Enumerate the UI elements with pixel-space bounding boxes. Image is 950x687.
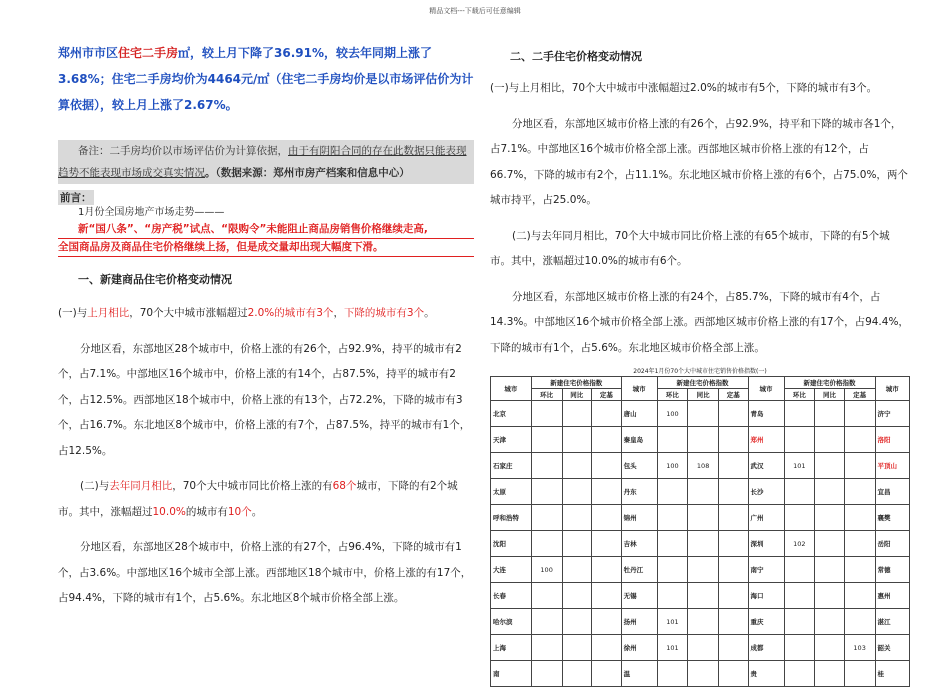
trend-line: 1月份全国房地产市场走势——— bbox=[78, 207, 225, 218]
index-cell bbox=[844, 557, 875, 583]
section-heading-new-housing: 一、新建商品住宅价格变动情况 bbox=[78, 273, 232, 286]
text-run: 。 bbox=[424, 307, 435, 319]
index-cell bbox=[815, 661, 845, 687]
index-cell: 101 bbox=[657, 635, 688, 661]
text-run: 的城市有 bbox=[185, 505, 228, 518]
table-row bbox=[491, 505, 910, 531]
paragraph-monthly bbox=[58, 301, 474, 327]
index-cell: 102 bbox=[784, 531, 815, 557]
right-column bbox=[490, 40, 910, 687]
col-city-1: 城市 bbox=[491, 377, 532, 401]
highlight-red-1: 新“国八条”、“房产税”试点、“限购令”未能阻止商品房销售价格继续走高, bbox=[58, 221, 474, 239]
index-cell bbox=[784, 583, 815, 609]
index-cell bbox=[592, 609, 622, 635]
index-cell bbox=[719, 505, 749, 531]
index-cell bbox=[531, 583, 562, 609]
city-cell: 襄樊 bbox=[875, 505, 910, 531]
index-cell bbox=[784, 401, 815, 427]
index-cell bbox=[719, 583, 749, 609]
index-cell bbox=[784, 635, 815, 661]
paragraph-yearly bbox=[58, 474, 474, 525]
table-row bbox=[491, 531, 910, 557]
index-cell bbox=[562, 583, 592, 609]
index-cell bbox=[562, 609, 592, 635]
text-run: 10.0% bbox=[152, 505, 186, 518]
paragraph-regions-yearly: 分地区看，东部地区28个城市中，价格上涨的有27个，占96.4%，下降的城市有1个，占3.6%。中部地区16个城市全部上涨。西部地区18个城市中，价格上涨的有17个，占94.4%，下降的城市有1个，占5.6%。东北地区8个城市价格全部上涨。 bbox=[58, 541, 472, 604]
index-cell bbox=[562, 479, 592, 505]
city-cell: 常德 bbox=[875, 557, 910, 583]
city-cell: 秦皇岛 bbox=[621, 427, 657, 453]
index-cell bbox=[592, 661, 622, 687]
index-cell bbox=[562, 427, 592, 453]
city-cell: 大连 bbox=[491, 557, 532, 583]
city-cell: 北京 bbox=[491, 401, 532, 427]
city-cell: 洛阳 bbox=[875, 427, 910, 453]
text-run: 城市，下降的有2个城市。其中，涨幅超过 bbox=[58, 480, 458, 518]
index-cell: 103 bbox=[844, 635, 875, 661]
price-index-table bbox=[490, 376, 910, 687]
city-cell: 济宁 bbox=[875, 401, 910, 427]
index-cell bbox=[815, 479, 845, 505]
index-cell bbox=[562, 661, 592, 687]
index-cell: 100 bbox=[657, 401, 688, 427]
index-cell bbox=[592, 505, 622, 531]
index-cell bbox=[815, 635, 845, 661]
index-cell bbox=[719, 479, 749, 505]
col-city-4: 城市 bbox=[875, 377, 910, 401]
index-cell bbox=[719, 427, 749, 453]
index-cell bbox=[531, 401, 562, 427]
table-row bbox=[491, 661, 910, 687]
table-row bbox=[491, 479, 910, 505]
group-header-3: 新建住宅价格指数 bbox=[784, 377, 875, 389]
col-city-2: 城市 bbox=[621, 377, 657, 401]
index-cell bbox=[844, 505, 875, 531]
index-cell bbox=[844, 583, 875, 609]
table-caption: 2024年1月份70个大中城市住宅销售价格指数(一) bbox=[633, 368, 767, 375]
index-cell bbox=[784, 557, 815, 583]
sub-header-mom: 环比 bbox=[784, 389, 815, 401]
index-cell bbox=[592, 557, 622, 583]
index-cell bbox=[784, 427, 815, 453]
city-cell: 无锡 bbox=[621, 583, 657, 609]
index-cell bbox=[657, 557, 688, 583]
index-cell bbox=[592, 635, 622, 661]
city-cell: 丹东 bbox=[621, 479, 657, 505]
city-cell: 锦州 bbox=[621, 505, 657, 531]
paragraph-regions-monthly: 分地区看，东部地区28个城市中，价格上涨的有26个，占92.9%，持平的城市有2个，占7.1%。中部地区16个城市中，价格上涨的有14个，占87.5%，持平的城市有2个，占12.5%。西部地区18个城市中，价格上涨的有13个，占72.2%，下降的城市有3个，占16.7%。东北地区8个城市中，价格上涨的有7个，占87.5%，持平的城市有1个，占12.5%。 bbox=[58, 342, 471, 457]
index-cell bbox=[844, 479, 875, 505]
index-cell bbox=[815, 557, 845, 583]
text-run: 下降的城市有3个 bbox=[343, 307, 425, 319]
index-cell bbox=[592, 453, 622, 479]
table-row bbox=[491, 583, 910, 609]
city-cell: 惠州 bbox=[875, 583, 910, 609]
sub-header-mom: 环比 bbox=[531, 389, 562, 401]
city-cell: 呼和浩特 bbox=[491, 505, 532, 531]
text-run: ， bbox=[333, 307, 344, 319]
index-cell bbox=[562, 635, 592, 661]
text-run: ㎡，较上月下降了36.91%，较去年同期上涨了3.68%；住宅二手房均价为4464元/㎡（住宅二手房均价是以市场评估价为计算依据），较上月上涨了2.67%。 bbox=[58, 46, 474, 112]
page-header: 精品文档---下载后可任意编辑 bbox=[429, 7, 521, 15]
index-cell bbox=[657, 479, 688, 505]
index-cell bbox=[562, 401, 592, 427]
text-run: ，70个大中城市涨幅超过 bbox=[129, 307, 248, 319]
index-cell bbox=[719, 661, 749, 687]
index-cell bbox=[844, 531, 875, 557]
index-cell bbox=[844, 401, 875, 427]
city-cell: 牡丹江 bbox=[621, 557, 657, 583]
index-cell bbox=[844, 453, 875, 479]
index-cell bbox=[562, 505, 592, 531]
index-cell: 101 bbox=[657, 609, 688, 635]
text-run: (一)与 bbox=[58, 307, 88, 319]
text-run: 上月相比 bbox=[87, 307, 130, 319]
index-cell bbox=[531, 609, 562, 635]
index-cell bbox=[719, 635, 749, 661]
note-underlined: 由于有阴阳合同的存在此数据只能表现趋势不能表现市场成交真实情况 bbox=[58, 145, 467, 179]
paragraph-sh-regions-yearly: 分地区看，东部地区城市价格上涨的有24个，占85.7%，下降的城市有4个，占14.3%。中部地区16个城市价格全部上涨。西部地区城市价格上涨的有17个，占94.4%，下降的城市有1个，占5.6%。东北地区城市价格全部上涨。 bbox=[490, 290, 909, 354]
text-run: 住宅二手房 bbox=[118, 46, 179, 60]
paragraph-sh-yearly: (二)与去年同月相比，70个大中城市同比价格上涨的有65个城市，下降的有5个城市。其中，涨幅超过10.0%的城市有6个。 bbox=[490, 229, 890, 267]
section-heading-second-hand: 二、二手住宅价格变动情况 bbox=[510, 50, 642, 63]
city-cell: 上海 bbox=[491, 635, 532, 661]
index-cell bbox=[815, 427, 845, 453]
index-cell bbox=[531, 661, 562, 687]
index-cell bbox=[815, 531, 845, 557]
index-cell bbox=[719, 453, 749, 479]
note-text: 备注：二手房均价以市场评估价为计算依据， bbox=[78, 145, 288, 157]
table-row bbox=[491, 635, 910, 661]
city-cell: 石家庄 bbox=[491, 453, 532, 479]
index-cell bbox=[688, 635, 719, 661]
sub-header-mom: 环比 bbox=[657, 389, 688, 401]
city-cell: 成都 bbox=[748, 635, 784, 661]
sub-header-yoy: 同比 bbox=[688, 389, 719, 401]
index-cell bbox=[688, 479, 719, 505]
index-cell bbox=[657, 427, 688, 453]
index-cell bbox=[657, 661, 688, 687]
city-cell: 南宁 bbox=[748, 557, 784, 583]
index-cell bbox=[815, 453, 845, 479]
index-cell bbox=[531, 479, 562, 505]
index-cell bbox=[844, 427, 875, 453]
index-cell bbox=[844, 661, 875, 687]
index-cell bbox=[815, 401, 845, 427]
city-cell: 南 bbox=[491, 661, 532, 687]
index-cell bbox=[719, 531, 749, 557]
sub-header-base: 定基 bbox=[719, 389, 749, 401]
city-cell: 沈阳 bbox=[491, 531, 532, 557]
city-cell: 宜昌 bbox=[875, 479, 910, 505]
city-cell: 广州 bbox=[748, 505, 784, 531]
index-cell bbox=[815, 505, 845, 531]
city-cell: 青岛 bbox=[748, 401, 784, 427]
data-note bbox=[58, 140, 474, 184]
index-cell bbox=[531, 635, 562, 661]
sub-header-yoy: 同比 bbox=[815, 389, 845, 401]
city-cell: 桂 bbox=[875, 661, 910, 687]
text-run: ，70个大中城市同比价格上涨的有 bbox=[172, 480, 333, 492]
city-cell: 哈尔滨 bbox=[491, 609, 532, 635]
city-cell: 徐州 bbox=[621, 635, 657, 661]
index-cell bbox=[688, 609, 719, 635]
index-cell bbox=[688, 427, 719, 453]
index-cell bbox=[592, 401, 622, 427]
sub-header-base: 定基 bbox=[844, 389, 875, 401]
table-row bbox=[491, 609, 910, 635]
table-row bbox=[491, 401, 910, 427]
index-cell bbox=[592, 583, 622, 609]
city-cell: 扬州 bbox=[621, 609, 657, 635]
index-cell bbox=[562, 453, 592, 479]
index-cell: 100 bbox=[531, 557, 562, 583]
city-cell: 平顶山 bbox=[875, 453, 910, 479]
index-cell bbox=[815, 583, 845, 609]
city-cell: 重庆 bbox=[748, 609, 784, 635]
index-cell: 100 bbox=[657, 453, 688, 479]
index-cell bbox=[784, 479, 815, 505]
city-cell: 包头 bbox=[621, 453, 657, 479]
text-run: 郑州市市区 bbox=[58, 46, 119, 60]
index-cell bbox=[815, 609, 845, 635]
left-column bbox=[58, 40, 474, 612]
city-cell: 深圳 bbox=[748, 531, 784, 557]
index-cell bbox=[592, 427, 622, 453]
index-cell bbox=[688, 583, 719, 609]
note-source: 。（数据来源：郑州市房产档案和信息中心） bbox=[205, 167, 410, 179]
index-cell bbox=[592, 531, 622, 557]
index-cell bbox=[592, 479, 622, 505]
group-header-2: 新建住宅价格指数 bbox=[657, 377, 748, 389]
city-cell: 韶关 bbox=[875, 635, 910, 661]
index-cell bbox=[688, 401, 719, 427]
index-cell bbox=[531, 531, 562, 557]
city-cell: 海口 bbox=[748, 583, 784, 609]
sub-header-base: 定基 bbox=[592, 389, 622, 401]
city-cell: 唐山 bbox=[621, 401, 657, 427]
index-cell bbox=[719, 609, 749, 635]
index-cell bbox=[719, 557, 749, 583]
index-cell: 101 bbox=[784, 453, 815, 479]
city-cell: 武汉 bbox=[748, 453, 784, 479]
paragraph-sh-monthly: (一)与上月相比，70个大中城市中涨幅超过2.0%的城市有5个，下降的城市有3个。 bbox=[490, 82, 878, 94]
index-cell bbox=[657, 583, 688, 609]
index-cell bbox=[784, 661, 815, 687]
col-city-3: 城市 bbox=[748, 377, 784, 401]
city-cell: 湛江 bbox=[875, 609, 910, 635]
index-cell bbox=[531, 453, 562, 479]
city-cell: 郑州 bbox=[748, 427, 784, 453]
sub-header-yoy: 同比 bbox=[562, 389, 592, 401]
city-cell: 岳阳 bbox=[875, 531, 910, 557]
city-cell: 长春 bbox=[491, 583, 532, 609]
text-run: 68个 bbox=[332, 480, 357, 492]
text-run: 2.0%的城市有3个 bbox=[247, 307, 334, 319]
city-cell: 温 bbox=[621, 661, 657, 687]
text-run: 10个 bbox=[227, 505, 252, 518]
text-run: (二)与 bbox=[80, 480, 110, 492]
city-cell: 吉林 bbox=[621, 531, 657, 557]
text-run: 。 bbox=[251, 505, 263, 518]
table-row bbox=[491, 427, 910, 453]
table-row bbox=[491, 453, 910, 479]
text-run: 去年同月相比 bbox=[109, 480, 173, 492]
index-cell bbox=[784, 505, 815, 531]
index-cell bbox=[531, 427, 562, 453]
index-cell bbox=[531, 505, 562, 531]
index-cell bbox=[688, 531, 719, 557]
index-cell bbox=[688, 661, 719, 687]
index-cell bbox=[688, 557, 719, 583]
city-cell: 长沙 bbox=[748, 479, 784, 505]
paragraph-sh-regions-monthly: 分地区看，东部地区城市价格上涨的有26个，占92.9%，持平和下降的城市各1个，占7.1%。中部地区16个城市价格全部上涨。西部地区城市价格上涨的有12个，占66.7%，下降的城市有2个，占11.1%。东北地区城市价格上涨的有6个，占75.0%，两个城市持平，占25.0%。 bbox=[490, 117, 908, 206]
highlight-red-2: 全国商品房及商品住宅价格继续上扬，但是成交量却出现大幅度下滑。 bbox=[58, 239, 474, 257]
table-row bbox=[491, 557, 910, 583]
headline-summary bbox=[58, 40, 474, 118]
index-cell bbox=[657, 505, 688, 531]
index-cell: 108 bbox=[688, 453, 719, 479]
city-cell: 天津 bbox=[491, 427, 532, 453]
index-cell bbox=[844, 609, 875, 635]
group-header-1: 新建住宅价格指数 bbox=[531, 377, 621, 389]
index-cell bbox=[657, 531, 688, 557]
city-cell: 贵 bbox=[748, 661, 784, 687]
index-cell bbox=[562, 531, 592, 557]
index-cell bbox=[562, 557, 592, 583]
index-cell bbox=[719, 401, 749, 427]
preface-label: 前言： bbox=[60, 192, 92, 204]
index-cell bbox=[688, 505, 719, 531]
index-cell bbox=[784, 609, 815, 635]
city-cell: 太原 bbox=[491, 479, 532, 505]
